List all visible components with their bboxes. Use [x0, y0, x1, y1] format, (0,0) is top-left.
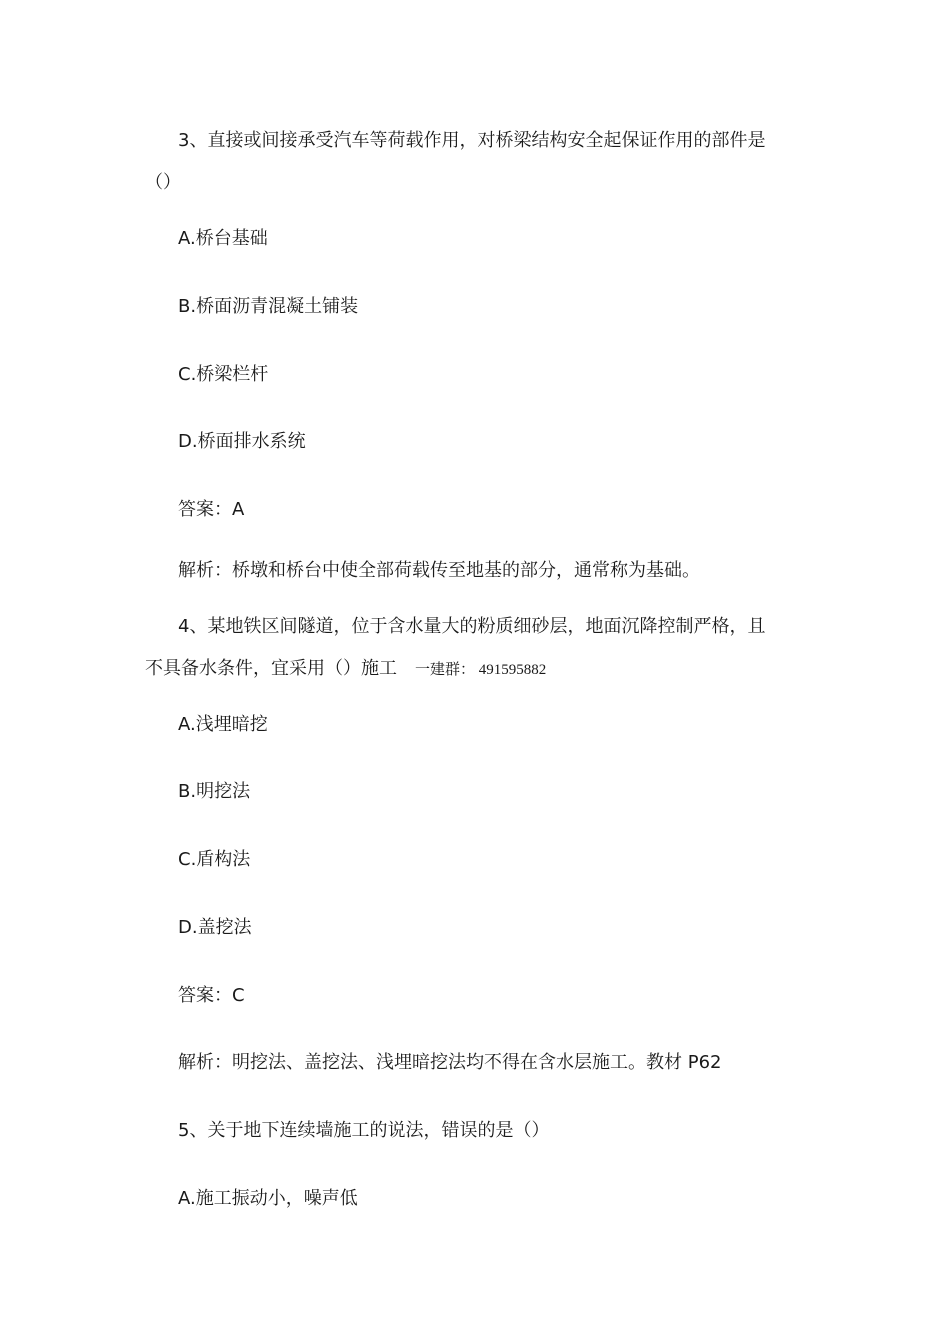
q5-option-a: A.施工振动小，噪声低	[178, 1188, 358, 1209]
q3-option-d: D.桥面排水系统	[178, 431, 306, 452]
q4-option-c: C.盾构法	[178, 849, 251, 870]
q3-option-b: B.桥面沥青混凝土铺装	[178, 296, 359, 317]
q3-option-c: C.桥梁栏杆	[178, 364, 269, 385]
q4-stem-line1: 4、某地铁区间隧道，位于含水量大的粉质细砂层，地面沉降控制严格，且	[178, 616, 766, 637]
q4-analysis: 解析：明挖法、盖挖法、浅埋暗挖法均不得在含水层施工。教材 P62	[178, 1052, 722, 1073]
q3-stem-line2: （）	[145, 172, 181, 193]
q4-group-note: 一建群： 491595882	[415, 662, 547, 678]
q4-answer: 答案：C	[178, 985, 245, 1006]
q4-option-d: D.盖挖法	[178, 917, 252, 938]
q4-option-b: B.明挖法	[178, 781, 251, 802]
q3-answer: 答案：A	[178, 499, 245, 520]
q4-stem-line2	[145, 657, 546, 682]
q3-analysis: 解析：桥墩和桥台中使全部荷载传至地基的部分，通常称为基础。	[178, 560, 700, 581]
q5-stem: 5、关于地下连续墙施工的说法，错误的是（）	[178, 1120, 550, 1141]
q4-option-a: A.浅埋暗挖	[178, 714, 268, 735]
q3-option-a: A.桥台基础	[178, 228, 268, 249]
q3-stem-line1: 3、直接或间接承受汽车等荷载作用，对桥梁结构安全起保证作用的部件是	[178, 130, 766, 151]
q4-stem-text: 不具备水条件，宜采用（）施工	[145, 658, 397, 679]
